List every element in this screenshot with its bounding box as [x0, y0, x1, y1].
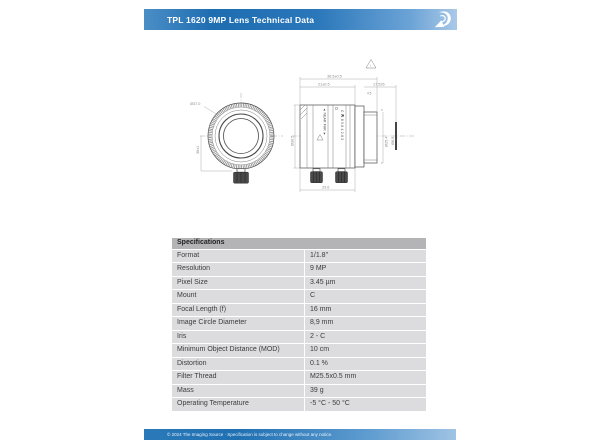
spec-label: Format — [172, 250, 305, 263]
table-row — [172, 371, 426, 385]
spec-value: 39 g — [310, 386, 324, 394]
spec-table-body — [172, 250, 426, 412]
thread-length-label: 4.5 — [367, 91, 372, 96]
table-row — [172, 385, 426, 399]
lens-side-view — [291, 60, 415, 193]
spec-value: 9 MP — [310, 265, 327, 272]
image-circle-label: Ø8.9 — [391, 136, 395, 145]
front-height-label: 36±1 — [196, 145, 200, 154]
spec-label: Mass — [172, 385, 305, 398]
copyright-text: © 2024 The Imaging Source · Specification is subject to change without any notice. — [167, 432, 333, 437]
table-row — [172, 358, 426, 372]
spec-label: Mount — [172, 290, 305, 303]
spec-value: -5 °C - 50 °C — [310, 400, 350, 407]
table-row — [172, 398, 426, 412]
spec-label: Filter Thread — [172, 371, 305, 384]
table-row — [172, 290, 426, 304]
section-mark-top: x — [381, 108, 383, 112]
bottom-length-label: 29.6 — [322, 185, 330, 190]
spec-value: M25.5x0.5 mm — [310, 373, 357, 380]
front-diameter-label: Ø37.0 — [190, 102, 201, 106]
spec-label: Distortion — [172, 358, 305, 371]
spec-label: Minimum Object Distance (MOD) — [172, 344, 305, 357]
warning-mark-label: ! — [370, 64, 372, 68]
spec-value: 10 cm — [310, 346, 330, 353]
body-diameter-label: Ø30.5 — [290, 135, 295, 146]
lens-front-view — [190, 93, 283, 183]
section-mark-bottom: v — [381, 161, 383, 165]
spec-label: Pixel Size — [172, 277, 305, 290]
spec-value: 8,9 mm — [310, 319, 334, 326]
focus-scale-label: ◄ NEAR FAR ► — [322, 108, 327, 136]
spec-label: Focal Length (f) — [172, 304, 305, 317]
imaging-source-logo-icon — [432, 10, 454, 29]
overall-length-label: 36.5±0.5 — [327, 74, 342, 79]
technical-drawing — [170, 48, 420, 233]
table-row — [172, 263, 426, 277]
spec-label: Image Circle Diameter — [172, 317, 305, 330]
aperture-scale-label: C 11 8 5.6 4 2.8 2 — [340, 110, 344, 141]
spec-value: 2 - C — [310, 332, 326, 340]
flange-distance-label: 17.526 — [373, 82, 385, 87]
spec-label: Iris — [172, 331, 305, 344]
spec-table-header: Specifications — [172, 238, 426, 250]
footer-bar — [144, 429, 456, 440]
page-title: TPL 1620 9MP Lens Technical Data — [167, 14, 315, 25]
spec-value: 16 mm — [310, 305, 332, 313]
spec-table — [172, 238, 426, 412]
header-bar — [144, 9, 457, 30]
spec-value: 0.1 % — [310, 359, 328, 367]
mount-diameter-label: Ø25.4 — [384, 136, 389, 147]
table-row — [172, 344, 426, 358]
table-row — [172, 304, 426, 318]
table-row — [172, 277, 426, 291]
body-length-label: 21±0.5 — [318, 82, 330, 87]
spec-value: 1/1.8" — [310, 251, 329, 259]
spec-label: Operating Temperature — [172, 398, 305, 411]
table-row — [172, 317, 426, 331]
table-row — [172, 250, 426, 264]
spec-value: C — [310, 292, 316, 299]
spec-value: 3.45 µm — [310, 278, 336, 286]
table-row — [172, 331, 426, 345]
spec-label: Resolution — [172, 263, 305, 276]
